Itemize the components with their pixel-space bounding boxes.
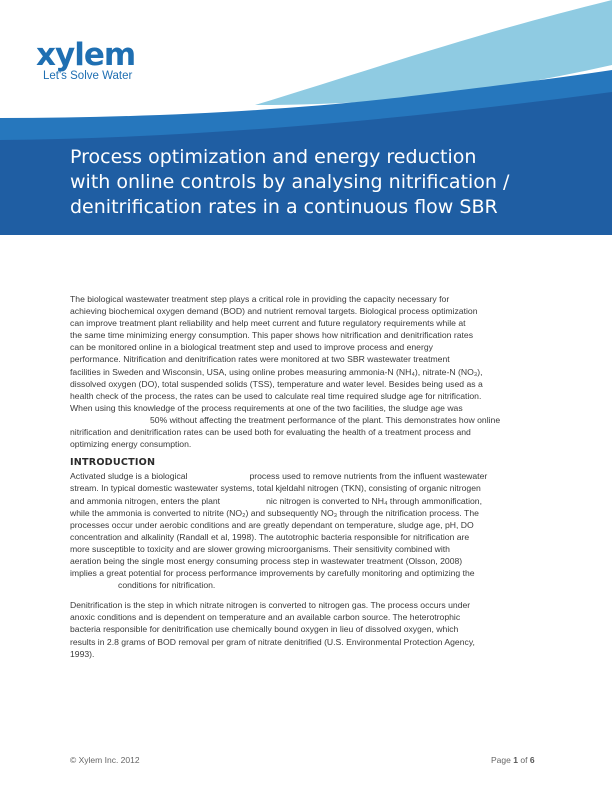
text-line: more susceptible to toxicity and are slower growing microorganisms. Their sensitivity combined with bbox=[70, 543, 450, 554]
page-label: Page bbox=[491, 755, 511, 765]
text-line: can be monitored online in a biological treatment step and used to improve process and energy bbox=[70, 342, 433, 353]
text-line: aeration being the single most energy consuming process step in wastewater treatment (Olsson, 2008) bbox=[70, 555, 463, 566]
text-line: concentration and alkalinity (Randall et al, 1998). The autotrophic bacteria responsible for nitrification are bbox=[70, 531, 470, 542]
text-line: nic nitrogen is converted to NH₄ through ammonification, bbox=[266, 495, 482, 506]
document-body bbox=[70, 293, 550, 660]
text-line: anoxic conditions and is dependent on temperature and an available carbon source. The heterotrophic bbox=[70, 612, 461, 623]
text-line: facilities in Sweden and Wisconsin, USA, using online probes measuring ammonia-N (NH₄), nitrate-N (NO₃), bbox=[70, 366, 483, 377]
footer-page-number bbox=[491, 755, 535, 765]
xylem-logo bbox=[36, 37, 136, 82]
denitrification-paragraph bbox=[70, 599, 550, 659]
text-line: can improve treatment plant reliability and help meet current and future regulatory requirements while at bbox=[70, 318, 466, 329]
text-line: achieving biochemical oxygen demand (BOD) and nutrient removal targets. Biological process optimization bbox=[70, 306, 478, 317]
text-line: the same time minimizing energy consumption. This paper shows how nitrification and denitrification rates bbox=[70, 330, 474, 341]
logo-wordmark: xylem bbox=[36, 37, 136, 73]
text-line: optimizing energy consumption. bbox=[70, 439, 192, 450]
text-line: Denitrification is the step in which nitrate nitrogen is converted to nitrogen gas. The process occurs under bbox=[70, 600, 471, 611]
text-line: conditions for nitrification. bbox=[118, 580, 216, 591]
text-line: process used to remove nutrients from the influent wastewater bbox=[249, 471, 488, 482]
text-line: results in 2.8 grams of BOD removal per gram of nitrate denitrified (U.S. Environmental Protection Agency, bbox=[70, 636, 475, 647]
text-line: Activated sludge is a biological bbox=[70, 471, 188, 482]
text-line: The biological wastewater treatment step plays a critical role in providing the capacity necessary for bbox=[70, 294, 450, 304]
title-line: with online controls by analysing nitrification / bbox=[70, 171, 510, 193]
text-line: 1993). bbox=[70, 648, 95, 659]
footer-copyright: © Xylem Inc. 2012 bbox=[70, 755, 140, 765]
abstract-paragraph bbox=[70, 293, 550, 450]
text-line: and ammonia nitrogen, enters the plant bbox=[70, 495, 221, 506]
title-line: denitrification rates in a continuous flow SBR bbox=[70, 196, 498, 218]
page-title bbox=[70, 145, 590, 220]
title-line: Process optimization and energy reduction bbox=[70, 146, 477, 168]
page-of: of bbox=[520, 755, 528, 765]
introduction-paragraph bbox=[70, 470, 550, 591]
text-line: stream. In typical domestic wastewater systems, total kjeldahl nitrogen (TKN), consisting of organic nitrogen bbox=[70, 483, 481, 494]
text-line: nitrification and denitrification rates can be used both for evaluating the health of a treatment process and bbox=[70, 427, 471, 438]
text-line: dissolved oxygen (DO), total suspended solids (TSS), temperature and water level. Besides being used as a bbox=[70, 378, 483, 389]
text-line: When using this knowledge of the process requirements at one of the two facilities, the sludge age was bbox=[70, 402, 463, 413]
text-line: health check of the process, the rates can be used to calculate real time required sludge age for nitrification. bbox=[70, 390, 482, 401]
text-line: bacteria responsible for denitrification use chemically bound oxygen in lieu of dissolved oxygen, which bbox=[70, 624, 459, 635]
page-total: 6 bbox=[529, 755, 535, 765]
introduction-heading: INTRODUCTION bbox=[70, 457, 156, 469]
logo-tagline: Let's Solve Water bbox=[43, 70, 133, 82]
page-current: 1 bbox=[513, 755, 518, 765]
text-line: 50% without affecting the treatment performance of the plant. This demonstrates how online bbox=[150, 414, 501, 425]
text-line: implies a great potential for process performance improvements by carefully monitoring and optimizing the bbox=[70, 568, 475, 579]
text-line: performance. Nitrification and denitrification rates were monitored at two SBR wastewater treatment bbox=[70, 354, 450, 365]
text-line: processes occur under aerobic conditions and are greatly dependant on temperature, sludge age, pH, DO bbox=[70, 519, 474, 530]
text-line: while the ammonia is converted to nitrite (NO₂) and subsequently NO₃ through the nitrification process. The bbox=[70, 507, 479, 518]
